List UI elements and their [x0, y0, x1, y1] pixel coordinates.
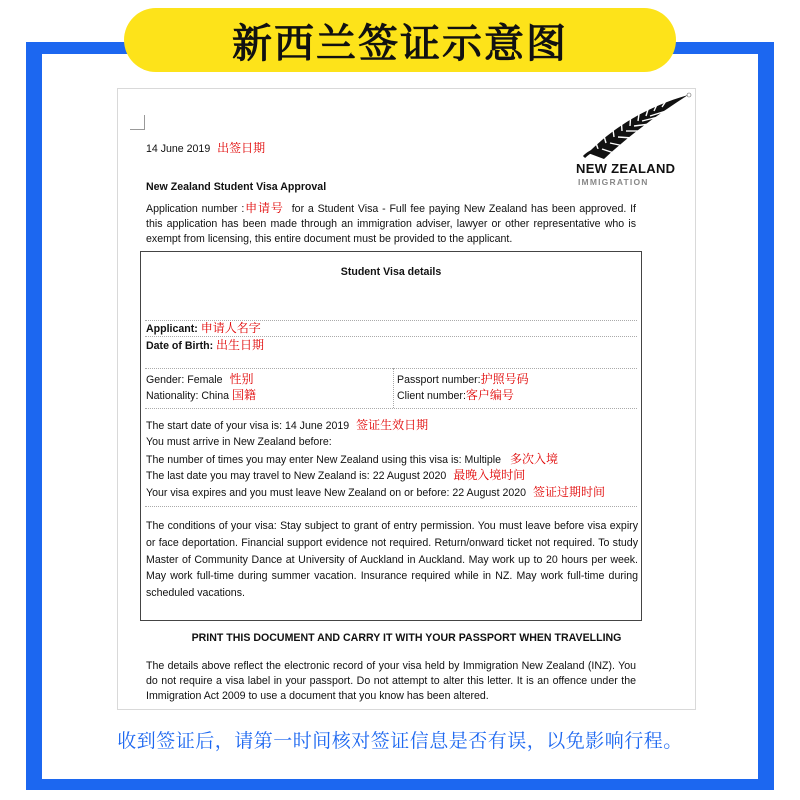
last-travel-note: 最晚入境时间	[453, 468, 526, 482]
expiry-row	[146, 485, 605, 500]
start-date-row	[146, 418, 428, 433]
client-note: 客户编号	[465, 388, 514, 402]
logo-name: NEW ZEALAND	[576, 161, 676, 176]
bottom-caption: 收到签证后，请第一时间核对签证信息是否有误，以免影响行程。	[117, 730, 683, 752]
dob-label: Date of Birth:	[146, 340, 214, 352]
logo-subtitle: IMMIGRATION	[578, 177, 649, 187]
divider	[145, 408, 637, 409]
client-label: Client number:	[397, 390, 466, 402]
print-notice: PRINT THIS DOCUMENT AND CARRY IT WITH YOUR PASSPORT WHEN TRAVELLING	[191, 632, 622, 644]
last-travel-row	[146, 468, 525, 483]
last-travel-text: The last date you may travel to New Zealand is: 22 August 2020	[146, 470, 447, 482]
details-title: Student Visa details	[340, 266, 442, 278]
page-corner-mark	[130, 115, 145, 130]
gender-note: 性别	[229, 372, 254, 386]
divider	[145, 368, 637, 369]
visa-details-box	[140, 251, 642, 621]
start-date-text: The start date of your visa is: 14 June 2019	[146, 420, 350, 432]
column-divider	[393, 368, 394, 408]
applicant-note: 申请人名字	[200, 321, 261, 335]
passport-row	[397, 372, 529, 387]
dob-note: 出生日期	[216, 338, 265, 352]
nationality-note: 国籍	[231, 388, 256, 402]
entries-text: The number of times you may enter New Zealand using this visa is: Multiple	[146, 454, 502, 466]
entries-note: 多次入境	[510, 452, 559, 466]
approval-heading: New Zealand Student Visa Approval	[146, 181, 327, 193]
client-row	[397, 388, 514, 403]
gender-row	[146, 372, 254, 387]
intro-paragraph	[146, 201, 636, 247]
banner-title: 新西兰签证示意图	[124, 8, 676, 72]
visa-document	[117, 88, 696, 710]
divider	[145, 336, 637, 337]
expiry-note: 签证过期时间	[533, 485, 606, 499]
intro-part2: for a Student Visa - Full fee paying New Zealand has been approved. If this application has been made through an immigration adviser, lawyer or other representative who is exempt from licensing, this entire document must be provided to the applicant.	[146, 203, 636, 245]
intro-part1: Application number :	[146, 203, 245, 215]
dob-row	[146, 338, 264, 353]
start-date-note: 签证生效日期	[356, 418, 429, 432]
gender-value: Gender: Female	[146, 374, 223, 386]
issue-date-line	[146, 139, 265, 156]
application-number-note: 申请号	[244, 201, 284, 215]
entries-row	[146, 452, 558, 467]
arrive-row: You must arrive in New Zealand before:	[146, 436, 332, 448]
applicant-label: Applicant:	[146, 323, 198, 335]
expiry-text: Your visa expires and you must leave New Zealand on or before: 22 August 2020	[146, 487, 527, 499]
footer-paragraph: The details above reflect the electronic record of your visa held by Immigration New Zealand (INZ). You do not require a visa label in your passport. Do not attempt to alter this letter. It is an offence under the Immigration Act 2009 to use a document that you know has been altered.	[146, 660, 636, 702]
issue-date: 14 June 2019	[146, 143, 211, 155]
nationality-value: Nationality: China	[146, 390, 230, 402]
nationality-row	[146, 388, 256, 403]
passport-note: 护照号码	[480, 372, 529, 386]
applicant-row	[146, 321, 261, 336]
divider	[145, 506, 637, 507]
passport-label: Passport number:	[397, 374, 481, 386]
issue-date-note: 出签日期	[217, 141, 266, 155]
visa-conditions: The conditions of your visa: Stay subject to grant of entry permission. You must leave before visa expiry or face deportation. Financial support evidence not required. Return/onward ticket not required. To study Master of Community Dance at University of Auckland in Auckland. May work up to 20 hours per week. May work full-time during summer vacation. Insurance required while in NZ. May work full-time during scheduled vacations.	[146, 520, 638, 600]
